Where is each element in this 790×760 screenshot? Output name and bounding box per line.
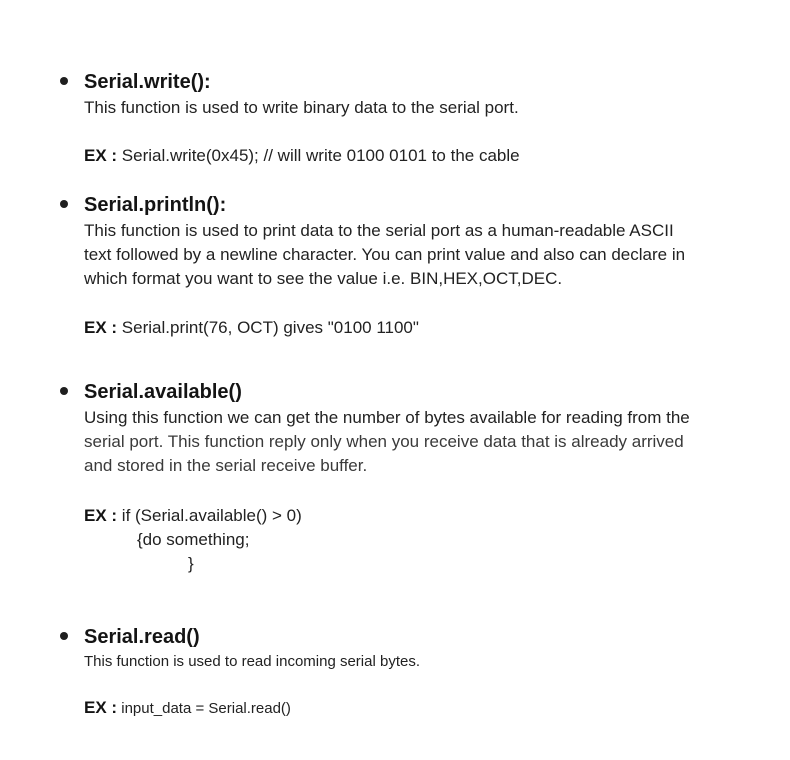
- section-description: This function is used to write binary data to the serial port.: [84, 98, 519, 117]
- description-line: text followed by a newline character. You can print value and also can declare in: [84, 245, 686, 264]
- section-description: [84, 406, 724, 478]
- section-heading: Serial.println():: [84, 194, 227, 216]
- section-heading: Serial.available(): [84, 381, 242, 403]
- section-description: This function is used to read incoming serial bytes.: [84, 653, 420, 670]
- section-serial-read: [60, 625, 760, 725]
- example-code: Serial.print(76, OCT) gives "0100 1100": [121, 318, 419, 337]
- section-description: [84, 219, 724, 291]
- section-heading: Serial.read(): [84, 626, 200, 648]
- example-line: [84, 144, 520, 168]
- example-label: EX :: [84, 318, 118, 337]
- example-label: EX :: [84, 146, 118, 165]
- example-code-line: }: [188, 554, 194, 573]
- example-label: EX :: [84, 506, 118, 525]
- section-serial-available: [60, 380, 760, 580]
- description-line: This function is used to print data to the serial port as a human-readable ASCII: [84, 221, 674, 240]
- section-heading: Serial.write():: [84, 71, 211, 93]
- bullet-icon: [60, 200, 68, 208]
- example-label: EX :: [84, 698, 118, 717]
- example-code: Serial.write(0x45); // will write 0100 0101 to the cable: [121, 146, 520, 165]
- example-code-line: {do something;: [137, 530, 250, 549]
- description-line: Using this function we can get the number of bytes available for reading from the: [84, 408, 690, 427]
- example-line: [84, 696, 291, 721]
- description-line: and stored in the serial receive buffer.: [84, 456, 368, 475]
- example-line: [84, 504, 302, 528]
- section-serial-println: [60, 193, 760, 343]
- bullet-icon: [60, 632, 68, 640]
- section-serial-write: [60, 70, 760, 170]
- description-line: which format you want to see the value i.e. BIN,HEX,OCT,DEC.: [84, 269, 563, 288]
- description-line: serial port. This function reply only when you receive data that is already arrived: [84, 432, 684, 451]
- bullet-icon: [60, 77, 68, 85]
- bullet-icon: [60, 387, 68, 395]
- example-line: [84, 316, 419, 340]
- example-code: input_data = Serial.read(): [121, 700, 291, 717]
- example-code: if (Serial.available() > 0): [121, 506, 302, 525]
